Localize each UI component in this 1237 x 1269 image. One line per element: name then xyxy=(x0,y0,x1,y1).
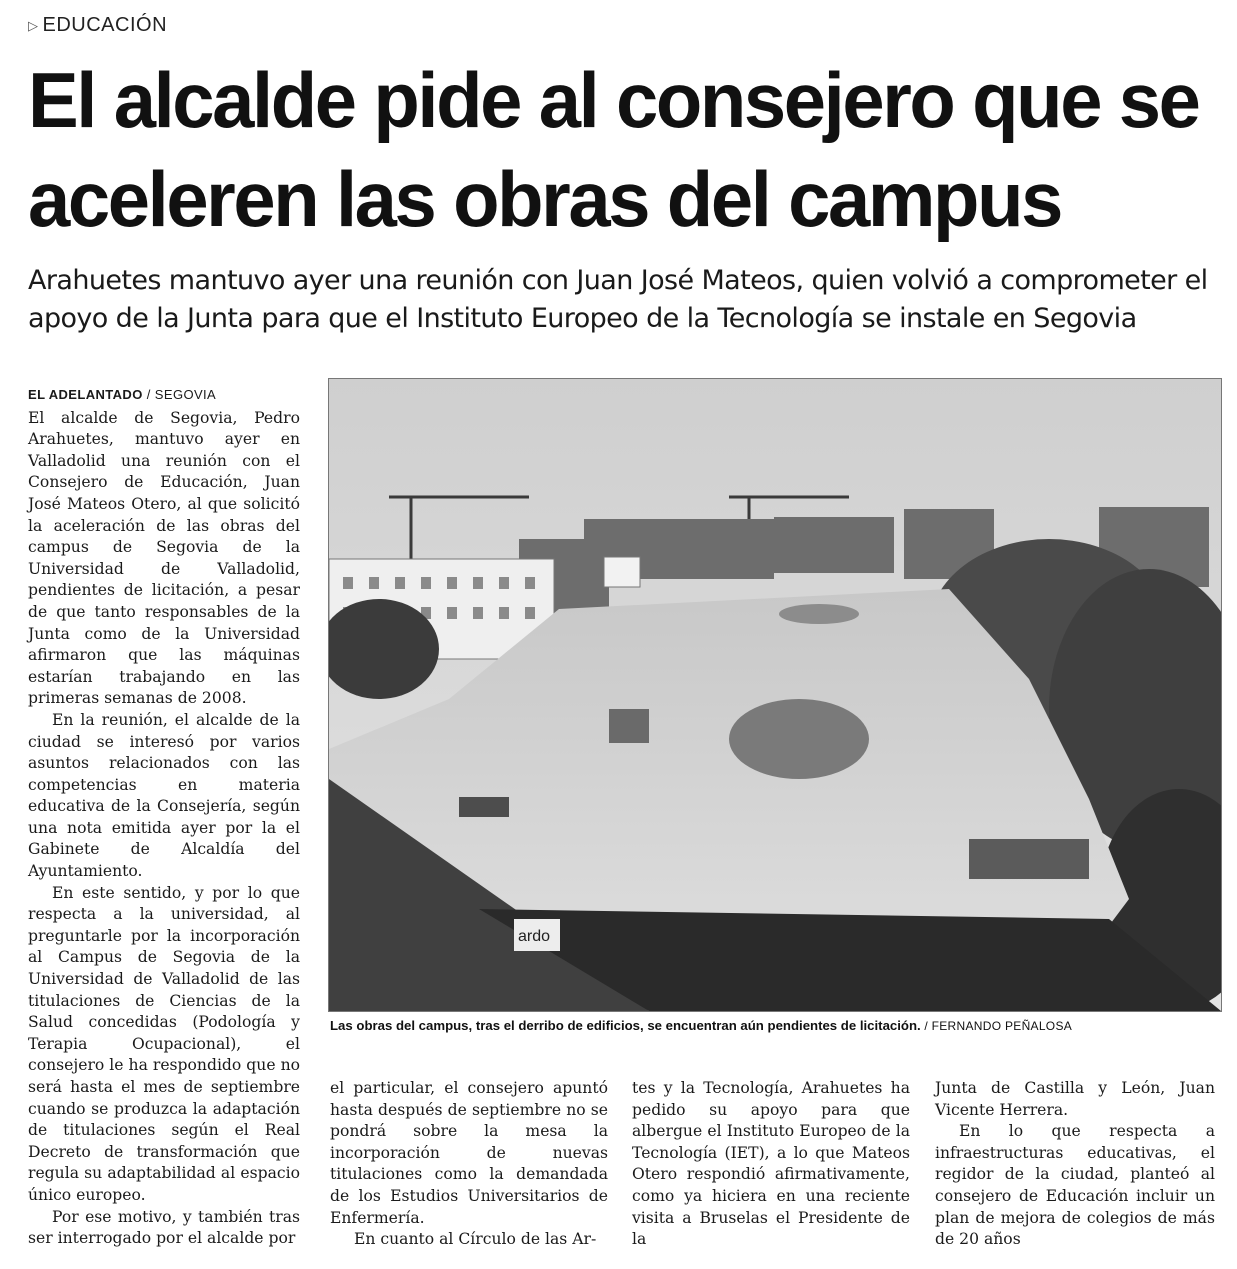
photo-credit: / FERNANDO PEÑALOSA xyxy=(920,1019,1073,1033)
article-column-2 xyxy=(330,1078,608,1251)
article-column-1 xyxy=(28,384,300,1250)
headline: El alcalde pide al consejero que se aceleren las obras del campus xyxy=(28,57,1199,244)
caption-text: Las obras del campus, tras el derribo de edificios, se encuentran aún pendientes de licitación. xyxy=(330,1018,921,1033)
section-label-text: EDUCACIÓN xyxy=(42,14,168,36)
play-arrow-icon: ▷ xyxy=(28,17,39,33)
byline xyxy=(28,384,300,406)
campus-construction-photo xyxy=(328,378,1222,1012)
paragraph: Por ese motivo, y también tras ser interrogado por el alcalde por xyxy=(28,1207,300,1248)
article-column-4 xyxy=(935,1078,1215,1251)
byline-location: SEGOVIA xyxy=(154,387,217,402)
paragraph: En cuanto al Círculo de las Ar- xyxy=(354,1230,597,1249)
paragraph: En lo que respecta a infraestructuras educativas, el regidor de la ciudad, planteó al consejero de Educación incluir un plan de mejora de colegios de más de 20 años xyxy=(935,1122,1215,1249)
photo-caption xyxy=(330,1018,1220,1033)
paragraph: El alcalde de Segovia, Pedro Arahuetes, mantuvo ayer en Valladolid una reunión con el Consejero de Educación, Juan José Mateos Otero, al que solicitó la aceleración de las obras del campus de Segovia de la Universidad de Valladolid, pendientes de licitación, a pesar de que tanto responsables de la Junta como de la Universidad afirmaron que las máquinas estarían trabajando en las primeras semanas de 2008. xyxy=(28,408,300,708)
paragraph: En la reunión, el alcalde de la ciudad se interesó por varios asuntos relacionados con las competencias en materia educativa de la Consejería, según una nota emitida ayer por la el Gabinete de Alcaldía del Ayuntamiento. xyxy=(28,710,300,881)
byline-separator: / xyxy=(142,387,155,402)
paragraph: Junta de Castilla y León, Juan Vicente Herrera. xyxy=(935,1079,1215,1119)
article-column-3 xyxy=(632,1078,910,1251)
subheadline: Arahuetes mantuvo ayer una reunión con Juan José Mateos, quien volvió a comprometer el apoyo de la Junta para que el Instituto Europeo de la Tecnología se instale en Segovia xyxy=(28,265,1208,334)
paragraph: el particular, el consejero apuntó hasta después de septiembre no se pondrá sobre la mesa la incorporación de nuevas titulaciones como la demandada de los Estudios Universitarios de Enfermería. xyxy=(330,1079,608,1227)
section-label xyxy=(28,14,167,37)
paragraph: tes y la Tecnología, Arahuetes ha pedido su apoyo para que albergue el Instituto Europeo de la Tecnología (IET), a lo que Mateos Otero respondió afirmativamente, como ya hiciera en una reciente visita a Bruselas el Presidente de la xyxy=(632,1079,910,1249)
byline-outlet: EL ADELANTADO xyxy=(28,387,143,402)
paragraph: En este sentido, y por lo que respecta a la universidad, al preguntarle por la incorporación al Campus de Segovia de la Universidad de Valladolid de las titulaciones de Ciencias de la Salud concedidas (Podología y Terapia Ocupacional), el consejero le ha respondido que no será hasta el mes de septiembre cuando se produzca la adaptación de titulaciones según el Real Decreto de transformación que regula su adaptabilidad al espacio único europeo. xyxy=(28,883,300,1204)
construction-sign-text: ardo xyxy=(518,928,551,945)
